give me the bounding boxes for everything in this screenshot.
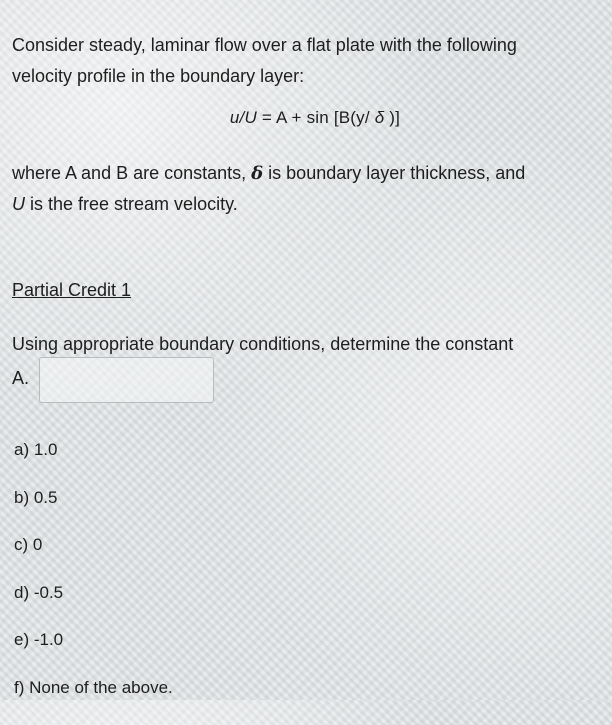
- problem-line-2: velocity profile in the boundary layer:: [12, 61, 600, 92]
- equation-delta: δ: [375, 108, 385, 127]
- answer-input[interactable]: [39, 357, 214, 403]
- velocity-profile-equation: [0, 108, 612, 128]
- equation-equals: =: [257, 108, 276, 127]
- answer-label: A.: [12, 368, 29, 389]
- option-e: e) -1.0: [14, 630, 173, 678]
- option-f: f) None of the above.: [14, 678, 173, 725]
- option-a: a) 1.0: [14, 440, 173, 488]
- option-d: d) -0.5: [14, 583, 173, 631]
- problem-line-1: Consider steady, laminar flow over a flat plate with the following: [12, 30, 600, 61]
- where-text-a: where A and B are constants,: [12, 163, 251, 183]
- equation-lhs: u/U: [230, 108, 257, 127]
- option-b: b) 0.5: [14, 488, 173, 536]
- partial-credit-instruction: [12, 328, 602, 360]
- problem-statement: [12, 30, 600, 92]
- option-c: c) 0: [14, 535, 173, 583]
- where-delta: δ: [251, 163, 263, 184]
- equation-close: )]: [384, 108, 400, 127]
- where-line-1: [12, 158, 602, 189]
- where-text-b: is boundary layer thickness, and: [263, 163, 525, 183]
- where-u: U: [12, 194, 25, 214]
- answer-options-list: [14, 440, 173, 725]
- where-text-c: is the free stream velocity.: [25, 194, 238, 214]
- partial-credit-title: Partial Credit 1: [12, 280, 131, 301]
- equation-argument: [B(y/: [334, 108, 375, 127]
- variable-definitions: [12, 158, 602, 220]
- where-line-2: [12, 189, 602, 220]
- instruction-line-1: Using appropriate boundary conditions, determine the constant: [12, 328, 602, 360]
- equation-sin: sin: [307, 108, 334, 127]
- equation-constant-a: A +: [276, 108, 307, 127]
